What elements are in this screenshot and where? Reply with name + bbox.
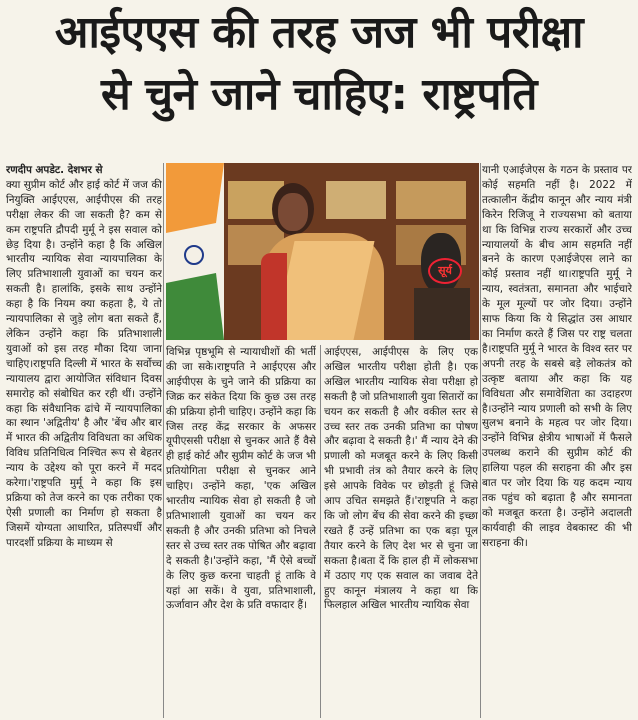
- article-column-3: [324, 345, 478, 718]
- article-column-1-text: क्या सुप्रीम कोर्ट और हाई कोर्ट में जज की नियुक्ति आईएएस, आईपीएस की तरह परीक्षा लेकर की जा सकती है? कम से कम राष्ट्रपति द्रौपदी मुर्मू ने इस सवाल को छेड़ दिया है। उन्होंने कहा है कि अखिल भारतीय न्यायिक सेवा न्यायपालिका के लिए प्रतिभाशाली युवाओं का चयन कर सकती है। हालांकि, इसके साथ उन्होंने कहा है कि नियम क्या कहता है, ये तो न्यायपालिका से जुड़े लोग बता सकते हैं, लेकिन उन्होंने कहा कि प्रतिभाशाली युवाओं को इस तरह मौका दिया जाना चाहिए।राष्ट्रपति दिल्ली में भारत के सर्वोच्च न्यायालय द्वारा आयोजित संविधान दिवस समारोह को संबोधित कर रही थीं। उन्होंने कहा कि संवैधानिक ढांचे में न्यायपालिका का स्थान 'अद्वितीय' है और 'बेंच और बार में भारत की अद्वितीय विविधता का अधिक विविध प्रतिनिधित्व निश्चित रूप से बेहतर न्याय के उद्देश्य को पूरा करने में मदद करेगा।'राष्ट्रपति मुर्मू ने कहा कि इस प्रक्रिया को तेज करने का एक तरीका एक ऐसी प्रणाली का निर्माण हो सकता है जिसमें योग्यता आधारित, प्रतिस्पर्धी और पारदर्शी प्रक्रिया के माध्यम से: [6, 178, 162, 549]
- headline-line-2: से चुने जाने चाहिए: राष्ट्रपति: [101, 69, 537, 120]
- column-divider: [163, 163, 164, 718]
- article-column-4-text: यानी एआईजेएस के गठन के प्रस्ताव पर कोई सहमति नहीं है। 2022 में तत्कालीन केंद्रीय कानून और न्याय मंत्री किरेन रिजिजू ने राज्यसभा को बताया था कि विभिन्न राज्य सरकारों और उच्च न्यायालयों के बीच आम सहमति नहीं बनने के कारण एआईजेएस लाने का कोई प्रस्ताव नहीं था।राष्ट्रपति मुर्मू ने न्याय, स्वतंत्रता, समानता और भाईचारे के मूल मूल्यों पर जोर दिया। उन्होंने साफ किया कि ये सिद्धांत उस आधार का निर्माण करते हैं जिस पर राष्ट्र चलता है।राष्ट्रपति मुर्मू ने भारत के विश्व स्तर पर अपनी तरह के सबसे बड़े लोकतंत्र को उत्कृष्ट बताया और कहा कि यह विविधता और समावेशिता का उदाहरण है।उन्होंने न्याय प्रणाली को सभी के लिए सुलभ बनाने के महत्व पर जोर दिया। उन्होंने विभिन्न क्षेत्रीय भाषाओं में फैसले उपलब्ध कराने की सुप्रीम कोर्ट की हालिया पहल की सराहना की और इस बात पर जोर दिया कि यह कदम न्याय तक पहुंच को बढ़ाता है और समानता को मजबूत करता है। उन्होंने अदालती कार्यवाही की लाइव वेबकास्ट की भी सराहना की।: [482, 164, 632, 549]
- article-column-4: [482, 163, 632, 718]
- article-column-3-text: आईएएस, आईपीएस के लिए एक अखिल भारतीय परीक्षा होती है। एक अखिल भारतीय न्यायिक सेवा परीक्षा हो सकती है जो प्रतिभाशाली युवा सितारों का चयन कर सकती है और वकील स्तर से उच्च स्तर तक उनकी प्रतिभा का पोषण और बढ़ावा दे सकती है।' मैं न्याय देने की प्रणाली को मजबूत करने के लिए किसी भी प्रभावी तंत्र को तैयार करने के लिए इसे आपके विवेक पर छोड़ती हूं जिसे आप उचित समझते हैं।'राष्ट्रपति ने कहा कि जो लोग बेंच की सेवा करने की इच्छा रखते हैं उन्हें प्रतिभा का एक बड़ा पूल तैयार करने के लिए देश भर से चुना जा सकता है।बता दें कि हाल ही में लोकसभा में उठाए गए एक सवाल का जवाब देते हुए कानून मंत्रालय ने कहा था कि फिलहाल अखिल भारतीय न्यायिक सेवा: [324, 346, 478, 612]
- president-photo: [166, 163, 479, 340]
- headline: [8, 4, 630, 124]
- watermark-text: सूर्य: [438, 264, 452, 277]
- byline: रणदीप अपडेट. देशभर से: [6, 164, 103, 176]
- bust-base: [414, 288, 470, 340]
- watermark-logo: [428, 258, 462, 284]
- person-face: [278, 193, 308, 231]
- indian-flag: [166, 163, 224, 340]
- article-column-2: [166, 345, 316, 718]
- article-column-2-text: विभिन्न पृष्ठभूमि से न्यायाधीशों की भर्ती की जा सके।राष्ट्रपति ने आईएएस और आईपीएस के चुने जाने की प्रक्रिया का जिक्र कर संकेत दिया कि कुछ उस तरह की प्रक्रिया होनी चाहिए। उन्होंने कहा कि जिस तरह केंद्र सरकार के अफसर यूपीएससी परीक्षा से चुनकर आते हैं वैसे ही हाई कोर्ट और सुप्रीम कोर्ट के जज भी प्रतियोगिता परीक्षा से चुनकर आने चाहिए। उन्होंने कहा, 'एक अखिल भारतीय न्यायिक सेवा हो सकती है जो प्रतिभाशाली युवाओं का चयन कर सकती है और उनकी प्रतिभा को निचले स्तर से उच्च स्तर तक पोषित और बढ़ावा दे सकती है।'उन्होंने कहा, 'मैं ऐसे बच्चों के लिए कुछ करना चाहती हूं ताकि वे यहां आ सकें। वे युवा, प्रतिभाशाली, ऊर्जावान और देश के प्रति वफादार हैं।: [166, 346, 316, 612]
- sari-border: [261, 253, 287, 340]
- article-column-1: [6, 163, 162, 718]
- column-divider: [320, 345, 321, 718]
- headline-line-1: आईएएस की तरह जज भी परीक्षा: [54, 7, 584, 58]
- column-divider: [480, 163, 481, 718]
